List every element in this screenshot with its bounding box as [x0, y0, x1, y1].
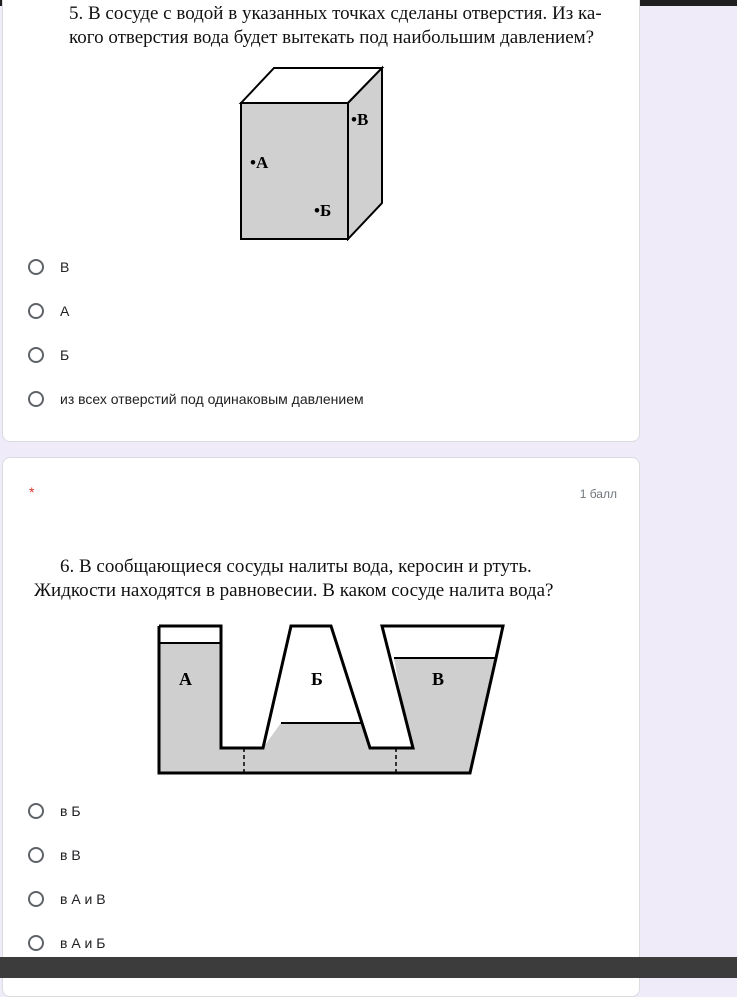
- option-q6-2[interactable]: [28, 843, 81, 867]
- radio-button[interactable]: [28, 259, 44, 275]
- radio-button[interactable]: [28, 891, 44, 907]
- label-v: •В: [351, 110, 369, 129]
- vessel-label-v: В: [432, 669, 445, 689]
- question-5-line-2: кого отверстия вода будет вытекать под наибольшим давлением?: [69, 27, 595, 48]
- option-label: Б: [60, 347, 70, 363]
- question-card-5: [2, 0, 640, 442]
- option-q5-2[interactable]: [28, 299, 69, 323]
- radio-button[interactable]: [28, 847, 44, 863]
- option-q6-1[interactable]: [28, 799, 81, 823]
- radio-button[interactable]: [28, 303, 44, 319]
- label-a: •А: [250, 153, 269, 172]
- option-q6-4[interactable]: [28, 931, 105, 955]
- taskbar: [0, 957, 737, 978]
- label-b: •Б: [314, 201, 332, 220]
- question-6-line-2: Жидкости находятся в равновесии. В каком сосуде налита вода?: [34, 580, 554, 601]
- question-card-6: [2, 457, 640, 997]
- option-label: в В: [60, 847, 81, 863]
- vessel-label-a: А: [179, 669, 192, 689]
- option-q5-4[interactable]: [28, 387, 364, 411]
- option-label: В: [60, 259, 70, 275]
- question-5-text: [69, 2, 602, 50]
- option-label: в А и Б: [60, 935, 106, 951]
- vessel-cube-figure: [237, 63, 407, 241]
- option-label: из всех отверстий под одинаковым давлением: [60, 391, 364, 407]
- radio-button[interactable]: [28, 391, 44, 407]
- question-6-text: [34, 555, 553, 603]
- radio-button[interactable]: [28, 803, 44, 819]
- vessel-label-b: Б: [311, 669, 323, 689]
- radio-button[interactable]: [28, 347, 44, 363]
- radio-button[interactable]: [28, 935, 44, 951]
- communicating-vessels-figure: [151, 613, 521, 785]
- option-label: в Б: [60, 803, 81, 819]
- option-q5-1[interactable]: [28, 255, 69, 279]
- option-label: в А и В: [60, 891, 106, 907]
- question-6-line-1: 6. В сообщающиеся сосуды налиты вода, керосин и ртуть.: [60, 556, 532, 577]
- points-label: 1 балл: [579, 487, 617, 501]
- vessel-b-liquid: [263, 723, 370, 748]
- required-asterisk: *: [29, 484, 35, 500]
- question-5-line-1: 5. В сосуде с водой в указанных точках сделаны отверстия. Из ка-: [69, 3, 602, 24]
- option-label: А: [60, 303, 70, 319]
- option-q5-3[interactable]: [28, 343, 69, 367]
- option-q6-3[interactable]: [28, 887, 106, 911]
